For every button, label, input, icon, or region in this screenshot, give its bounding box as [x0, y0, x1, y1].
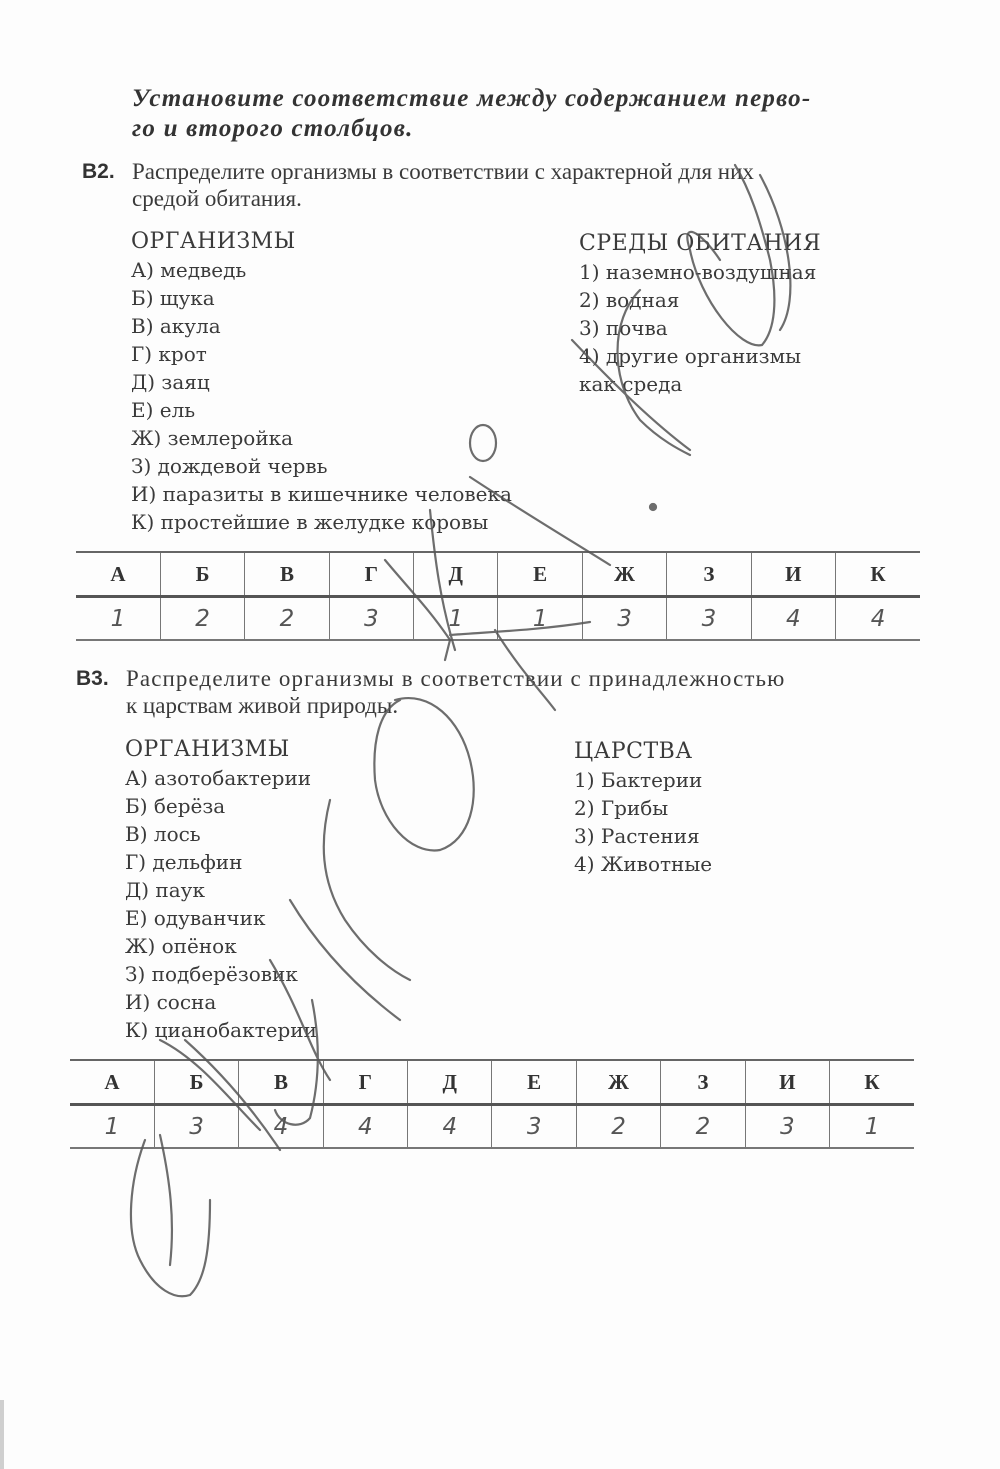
page-edge-shadow [0, 1400, 4, 1469]
answer-cell[interactable]: 4 [836, 597, 920, 641]
b2-organism-item: А) медведь [131, 258, 247, 282]
instruction-line-2: го и второго столбцов. [132, 115, 414, 142]
table-header-cell: Е [498, 552, 582, 597]
answer-cell[interactable]: 1 [70, 1105, 154, 1149]
answer-cell[interactable]: 1 [830, 1105, 914, 1149]
task-number-b3: B3. [76, 667, 109, 690]
table-header-row [70, 1060, 914, 1105]
b2-organism-item: Б) щука [131, 286, 215, 310]
answer-cell[interactable]: 1 [76, 597, 160, 641]
table-header-cell: Ж [576, 1060, 660, 1105]
answer-cell[interactable]: 1 [414, 597, 498, 641]
answer-cell[interactable]: 2 [245, 597, 329, 641]
b3-organism-item: А) азотобактерии [125, 766, 312, 790]
b3-kingdoms-column [574, 738, 712, 878]
table-header-cell: Д [414, 552, 498, 597]
task-text-b2 [132, 158, 932, 212]
answer-cell[interactable]: 3 [154, 1105, 238, 1149]
answer-cell[interactable]: 4 [323, 1105, 407, 1149]
b2-answer-table [76, 551, 920, 641]
answer-cell[interactable]: 1 [498, 597, 582, 641]
b2-habitat-item: 1) наземно-воздушная [579, 260, 817, 284]
task-b2-line-2: средой обитания. [132, 186, 302, 211]
answer-cell[interactable]: 4 [751, 597, 835, 641]
b2-organism-item: Ж) землеройка [131, 426, 294, 450]
b2-habitat-item: 2) водная [579, 288, 680, 312]
b3-kingdom-item: 3) Растения [574, 824, 700, 848]
table-header-cell: З [667, 552, 751, 597]
b3-organism-item: Е) одуванчик [125, 906, 266, 930]
b2-organisms-column [131, 228, 512, 536]
table-header-cell: А [70, 1060, 154, 1105]
b3-organism-item: К) цианобактерии [125, 1018, 317, 1042]
b2-habitats-column [579, 230, 821, 398]
table-header-cell: В [239, 1060, 323, 1105]
table-header-cell: К [830, 1060, 914, 1105]
task-number-b2: B2. [82, 160, 115, 183]
answer-cell[interactable]: 2 [160, 597, 244, 641]
b3-kingdom-item: 1) Бактерии [574, 768, 703, 792]
b3-kingdom-item: 2) Грибы [574, 796, 669, 820]
table-header-cell: З [661, 1060, 745, 1105]
table-answer-row [70, 1105, 914, 1149]
b2-habitats-header: СРЕДЫ ОБИТАНИЯ [579, 231, 822, 256]
b2-organism-item: В) акула [131, 314, 221, 338]
task-b3-line-2: к царствам живой природы. [126, 693, 399, 718]
table-header-cell: Б [160, 552, 244, 597]
answer-cell[interactable]: 3 [492, 1105, 576, 1149]
b2-organism-item: З) дождевой червь [131, 454, 328, 478]
b3-organism-item: З) подберёзовик [125, 962, 298, 986]
table-header-cell: Г [323, 1060, 407, 1105]
b3-kingdoms-header: ЦАРСТВА [574, 739, 693, 764]
instruction-text [132, 84, 932, 144]
answer-cell[interactable]: 2 [661, 1105, 745, 1149]
task-text-b3 [126, 665, 926, 719]
b2-organism-item: Г) крот [131, 342, 207, 366]
b3-organism-item: Б) берёза [125, 794, 226, 818]
task-b2-line-1: Распределите организмы в соответствии с характерной для них [132, 159, 754, 184]
instruction-line-1: Установите соответствие между содержанием перво- [132, 85, 812, 112]
b3-organisms-header: ОРГАНИЗМЫ [125, 737, 290, 762]
table-header-cell: Г [329, 552, 413, 597]
b3-kingdom-item: 4) Животные [574, 852, 713, 876]
answer-cell[interactable]: 3 [329, 597, 413, 641]
answer-cell[interactable]: 3 [582, 597, 666, 641]
b3-organism-item: Д) паук [125, 878, 205, 902]
table-header-cell: А [76, 552, 160, 597]
table-answer-row [76, 597, 920, 641]
b3-organisms-column [125, 736, 317, 1044]
table-header-cell: Ж [582, 552, 666, 597]
b2-habitat-item: 4) другие организмы [579, 344, 802, 368]
b2-habitat-item: как среда [579, 372, 683, 396]
b3-answer-table [70, 1059, 914, 1149]
b2-organism-item: Е) ель [131, 398, 196, 422]
table-header-cell: И [745, 1060, 829, 1105]
b3-organism-item: И) сосна [125, 990, 217, 1014]
answer-cell[interactable]: 2 [576, 1105, 660, 1149]
b3-organism-item: В) лось [125, 822, 201, 846]
b3-organism-item: Г) дельфин [125, 850, 243, 874]
answer-cell[interactable]: 3 [745, 1105, 829, 1149]
b3-organism-item: Ж) опёнок [125, 934, 237, 958]
task-b3-line-1: Распределите организмы в соответствии с принадлежностью [126, 666, 786, 691]
b2-organism-item: К) простейшие в желудке коровы [131, 510, 489, 534]
b2-organisms-header: ОРГАНИЗМЫ [131, 229, 296, 254]
b2-habitat-item: 3) почва [579, 316, 668, 340]
table-header-cell: В [245, 552, 329, 597]
table-header-row [76, 552, 920, 597]
table-header-cell: И [751, 552, 835, 597]
table-header-cell: Д [408, 1060, 492, 1105]
answer-cell[interactable]: 4 [239, 1105, 323, 1149]
answer-cell[interactable]: 3 [667, 597, 751, 641]
b2-organism-item: Д) заяц [131, 370, 210, 394]
table-header-cell: Е [492, 1060, 576, 1105]
table-header-cell: Б [154, 1060, 238, 1105]
table-header-cell: К [836, 552, 920, 597]
b2-organism-item: И) паразиты в кишечнике человека [131, 482, 512, 506]
answer-cell[interactable]: 4 [408, 1105, 492, 1149]
